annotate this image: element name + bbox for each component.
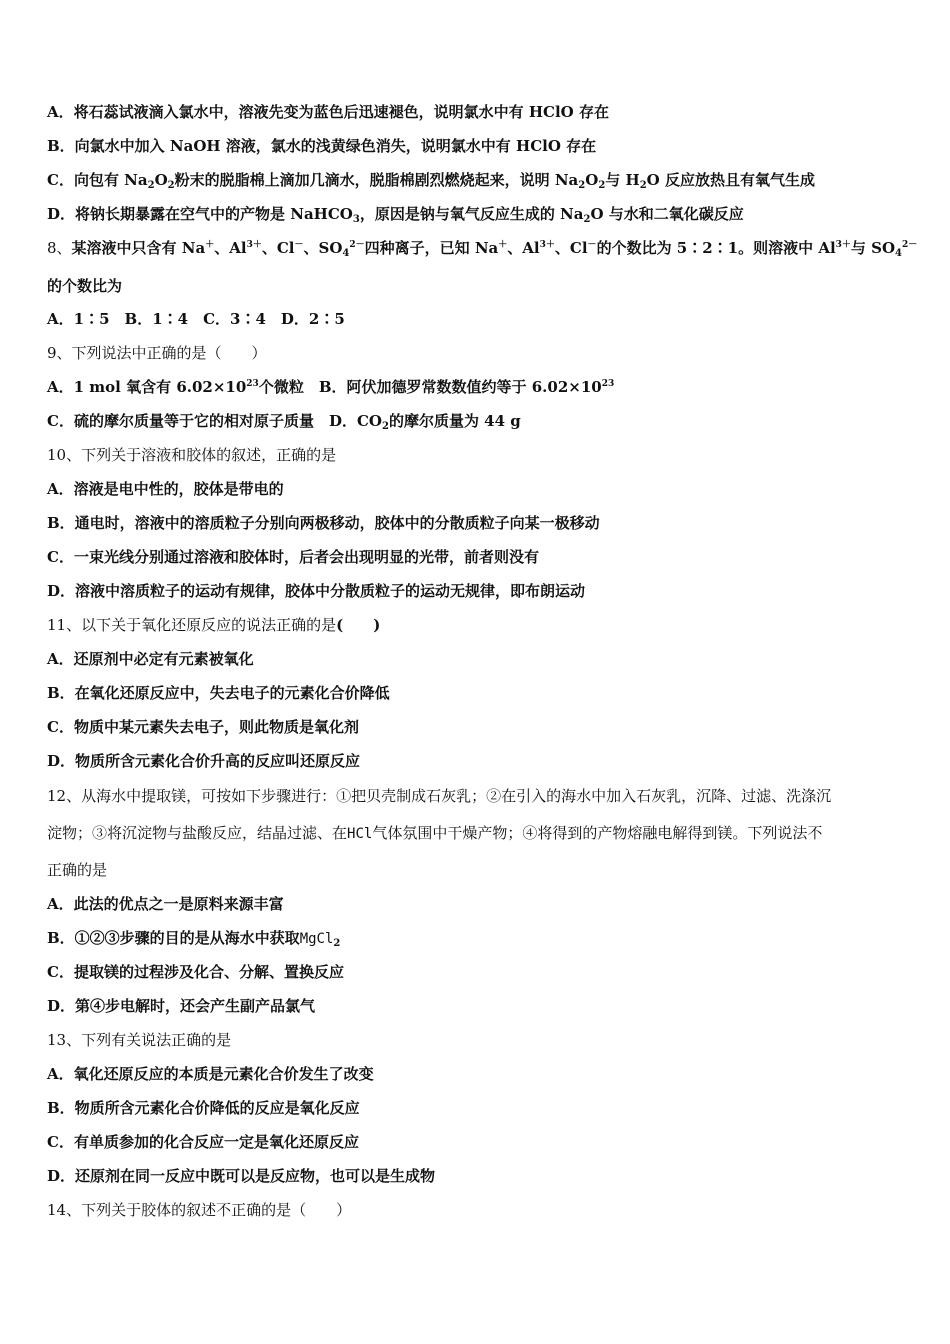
q7-option-d: D．将钠长期暴露在空气中的产物是 NaHCO$_3$，原因是钠与氧气反应生成的 $Na_2O$ 与水和二氧化碳反应 bbox=[47, 205, 744, 225]
q12-stem-line2: 淀物；③将沉淀物与盐酸反应，结晶过滤、在HCl气体氛围中干燥产物；④将得到的产物熔融电解得到镁。下列说法不 bbox=[47, 824, 823, 842]
q12-option-d: D．第④步电解时，还会产生副产品氯气 bbox=[47, 997, 316, 1015]
q9-stem: 9、下列说法中正确的是（ ） bbox=[47, 344, 267, 362]
q14-stem: 14、下列关于胶体的叙述不正确的是（ ） bbox=[47, 1201, 352, 1219]
q9-options-ab: A．1 mol 氧含有 $6.02\times 10^{23}$个微粒 B．阿伏加德罗常数数值约等于 $6.02\times 10^{23}$ bbox=[47, 378, 615, 396]
q11-option-c: C．物质中某元素失去电子，则此物质是氧化剂 bbox=[47, 718, 359, 736]
q11-stem: 11、以下关于氧化还原反应的说法正确的是( ) bbox=[47, 616, 381, 634]
q12-option-c: C．提取镁的过程涉及化合、分解、置换反应 bbox=[47, 963, 344, 981]
q12-stem-line1: 12、从海水中提取镁，可按如下步骤进行：①把贝壳制成石灰乳；②在引入的海水中加入石灰乳，沉降、过滤、洗涤沉 bbox=[47, 787, 832, 805]
q10-option-d: D．溶液中溶质粒子的运动有规律，胶体中分散质粒子的运动无规律，即布朗运动 bbox=[47, 582, 586, 600]
q13-option-c: C．有单质参加的化合反应一定是氧化还原反应 bbox=[47, 1133, 359, 1151]
q11-option-d: D．物质所含元素化合价升高的反应叫还原反应 bbox=[47, 752, 361, 770]
q8-stem-continued: 的个数比为 bbox=[47, 277, 123, 295]
q7-option-c: C．向包有 $Na_2O_2$粉末的脱脂棉上滴加几滴水，脱脂棉剧烈燃烧起来，说明 $Na_2O_2$与 $H_2O$ 反应放热且有氧气生成 bbox=[47, 171, 815, 191]
q9-options-cd: C．硫的摩尔质量等于它的相对原子质量 D．$CO_2$的摩尔质量为 44 g bbox=[47, 412, 521, 432]
q7-option-b: B．向氯水中加入 NaOH 溶液，氯水的浅黄绿色消失，说明氯水中有 HClO 存在 bbox=[47, 137, 597, 155]
q12-option-b: B．①②③步骤的目的是从海水中获取MgCl$_2$ bbox=[47, 929, 341, 949]
q13-stem: 13、下列有关说法正确的是 bbox=[47, 1031, 232, 1049]
q11-option-a: A．还原剂中必定有元素被氧化 bbox=[47, 650, 254, 668]
q10-option-c: C．一束光线分别通过溶液和胶体时，后者会出现明显的光带，前者则没有 bbox=[47, 548, 539, 566]
q13-option-d: D．还原剂在同一反应中既可以是反应物，也可以是生成物 bbox=[47, 1167, 436, 1185]
q10-option-a: A．溶液是电中性的，胶体是带电的 bbox=[47, 480, 284, 498]
q13-option-b: B．物质所含元素化合价降低的反应是氧化反应 bbox=[47, 1099, 360, 1117]
q13-option-a: A．氧化还原反应的本质是元素化合价发生了改变 bbox=[47, 1065, 374, 1083]
q8-options: A．1∶5 B．1∶4 C．3∶4 D．2∶5 bbox=[47, 310, 345, 328]
q11-option-b: B．在氧化还原反应中，失去电子的元素化合价降低 bbox=[47, 684, 390, 702]
q10-stem: 10、下列关于溶液和胶体的叙述，正确的是 bbox=[47, 446, 337, 464]
q7-option-a: A．将石蕊试液滴入氯水中，溶液先变为蓝色后迅速褪色，说明氯水中有 HClO 存在 bbox=[47, 103, 609, 121]
q8-stem: 8、某溶液中只含有 Na＋、$Al^{3+}$、Cl－、$SO_4^{2-}$四种离子，已知 Na＋、$Al^{3+}$、Cl－的个数比为 5∶2∶1。则溶液中 $Al^{3+}$与 $SO_4^{2-}$ bbox=[47, 239, 918, 259]
q12-stem-line3: 正确的是 bbox=[47, 861, 108, 879]
q12-option-a: A．此法的优点之一是原料来源丰富 bbox=[47, 895, 284, 913]
q10-option-b: B．通电时，溶液中的溶质粒子分别向两极移动，胶体中的分散质粒子向某一极移动 bbox=[47, 514, 600, 532]
